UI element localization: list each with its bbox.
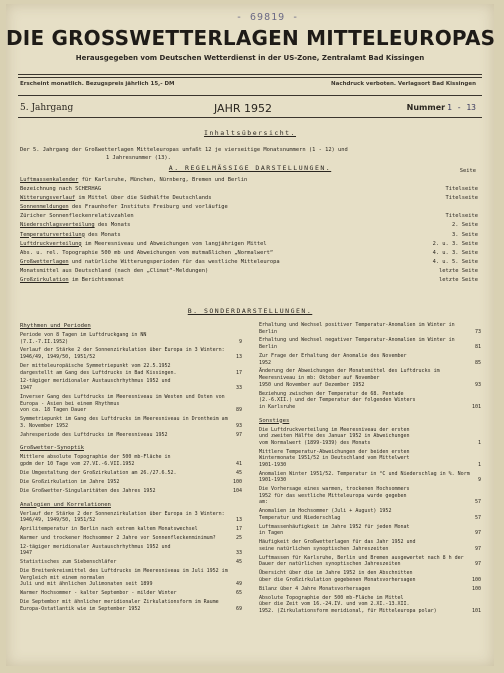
toc-entry-page: Titelseite xyxy=(445,195,478,202)
toc-entry-title: Temperaturverteilung des Monats xyxy=(20,231,121,238)
contents-entry-title: Der mitteleuropäische Symmetriepunkt vom 22.5.1952 dargestellt am Gang des Luftdrucks in Bad Kissingen. xyxy=(20,362,177,376)
section-gap xyxy=(259,617,481,621)
contents-entry-page: 100 xyxy=(471,576,481,583)
contents-heading: Inhaltsübersicht. xyxy=(203,129,297,137)
section-gap xyxy=(20,615,242,619)
contents-entry-page: 97 xyxy=(235,431,242,438)
contents-entry-title: 12-tägiger meridionaler Austauschrhythmus 1952 und 1947 xyxy=(20,543,171,557)
toc-entry xyxy=(20,203,478,212)
contents-entry-title: Luftmassenhäufigkeit im Jahre 1952 für jeden Monat in Tagen xyxy=(259,523,410,537)
contents-entry-page: 101 xyxy=(471,403,481,410)
toc-entry-page: 2. Seite xyxy=(452,222,478,229)
toc-entry-title: Witterungsverlauf im Mittel über die Südhälfte Deutschlands xyxy=(20,195,212,202)
issue-number-label: Nummer xyxy=(406,103,446,112)
contents-entry xyxy=(20,568,242,588)
contents-entry-title: Anomalien im Hochsommer (Juli + August) 1952 Temperatur und Niederschlag xyxy=(259,508,392,521)
contents-entry xyxy=(20,511,242,524)
contents-entry xyxy=(20,479,242,486)
contents-entry xyxy=(20,432,242,439)
contents-entry xyxy=(259,508,481,521)
toc-entry xyxy=(20,240,478,249)
contents-entry-title: Beziehung zwischen der Temperatur de 68. Pentade (2.-6.XII.) und der Temperatur der folgenden Winters in Karlsruhe xyxy=(259,390,416,410)
toc-entry-page: 4. u. 5. Seite xyxy=(432,258,478,265)
contents-entry-page: 57 xyxy=(474,514,481,521)
contents-entry-title: Absolute Topographie der 500 mb-Fläche im Mittel über die Zeit vom 16.-24.IV. und vom 2.XI.-13.XII. 1952. (Zirkulationsform meridional, für Mitteleuropa polar) xyxy=(259,594,437,614)
contents-entry xyxy=(259,486,481,506)
contents-entry xyxy=(259,449,481,469)
year-label: JAHR 1952 xyxy=(214,102,272,115)
contents-entry-page: 13 xyxy=(235,517,242,524)
contents-entry xyxy=(20,590,242,597)
contents-entry-title: Verlauf der Stärke 2 der Sonnenzirkulation über Europa in 3 Wintern: 1946/49, 1949/50, 1951/52 xyxy=(20,510,225,524)
header-rule-top xyxy=(18,74,482,75)
contents-entry-title: Die Großwetter-Singularitäten des Jahres 1952 xyxy=(20,487,156,494)
contents-entry xyxy=(20,363,242,376)
contents-entry xyxy=(259,539,481,552)
subsection-heading: Großwetter-Synoptik xyxy=(20,445,84,452)
contents-entry xyxy=(259,391,481,411)
toc-entry xyxy=(20,185,478,194)
contents-entry-title: Bilanz über 4 Jahre Monatsvorhersagen xyxy=(259,585,371,592)
contents-entry xyxy=(20,535,242,542)
contents-entry-title: Mittlere absolute Topographie der 500 mb-Fläche in gpdm der 10 Tage vom 27.VI.-6.VII.1952 xyxy=(20,454,171,467)
contents-entry-page: 93 xyxy=(474,381,481,388)
contents-entry-page: 85 xyxy=(474,359,481,366)
toc-keyword: Sonnenmeldungen xyxy=(20,204,69,211)
toc-entry-title: Niederschlagsverteilung des Monats xyxy=(20,222,131,229)
toc-keyword: Luftdruckverteilung xyxy=(20,240,82,247)
section-b-heading: B. SONDERDARSTELLUNGEN. xyxy=(187,307,313,315)
toc-entry xyxy=(20,231,478,240)
contents-entry-page: 93 xyxy=(235,422,242,429)
header-rule-bottom xyxy=(18,95,482,96)
contents-entry-page: 45 xyxy=(235,469,242,476)
contents-entry-page: 1 xyxy=(477,439,481,446)
contents-entry-title: Häufigkeit der Großwetterlagen für das Jahr 1952 und seine natürlichen synoptischen Jahreszeiten xyxy=(259,539,416,552)
header-rule-top-2 xyxy=(18,77,482,78)
contents-entry xyxy=(259,570,481,583)
contents-entry xyxy=(20,454,242,467)
toc-entry-page: 4. u. 3. Seite xyxy=(432,249,478,256)
toc-entry-title: Sonnenmeldungen des Fraunhofer Instituts Freiburg und vorläufige xyxy=(20,204,228,211)
intro-line: Der 5. Jahrgang der Großwetterlagen Mitteleuropas umfaßt 12 je vierseitige Monatsnummern (1 - 12) und xyxy=(20,147,348,153)
contents-entry-page: 17 xyxy=(235,526,242,533)
issue-number xyxy=(407,103,476,112)
toc-entry xyxy=(20,221,478,230)
contents-entry-page: 9 xyxy=(477,477,481,484)
toc-keyword: Temperaturverteilung xyxy=(20,231,85,238)
toc-keyword: Witterungsverlauf xyxy=(20,195,76,202)
contents-entry xyxy=(259,337,481,350)
toc-entry-page: Titelseite xyxy=(445,186,478,193)
contents-entry-page: 25 xyxy=(235,534,242,541)
contents-entry-title: Die Breitenkreismittel des Luftdrucks im Meeresniveau im Juli 1952 im Vergleich mit einem normalen Juli und mit ähnlichen Julimonaten seit 1899 xyxy=(20,568,228,588)
contents-entry-page: 13 xyxy=(235,354,242,361)
handwritten-stamp-number: - 69819 - xyxy=(236,12,300,23)
subsection-heading: Rhythmen und Perioden xyxy=(20,323,91,329)
toc-keyword: Großzirkulation xyxy=(20,277,69,284)
contents-entry-title: Die Luftdruckverteilung im Meeresniveau der ersten und zweiten Hälfte des Januar 1952 in Abweichungen vom Normalwert (1899-1939) des Monats xyxy=(259,426,410,446)
toc-entry-page: Titelseite xyxy=(445,213,478,220)
contents-entry-title: Inverser Gang des Luftdrucks im Meeresniveau im Westen und Osten von Europa - Asien bei einem Rhythmus von ca. 18 Tagen Dauer xyxy=(20,393,225,414)
contents-entry xyxy=(20,347,242,360)
contents-entry-page: 69 xyxy=(235,605,242,612)
contents-entry xyxy=(20,378,242,391)
toc-entry xyxy=(20,276,478,285)
subsection-heading: Sonstiges xyxy=(259,417,290,424)
contents-entry-title: Symmetriepunkt im Gang des Luftdrucks im Meeresniveau in Drontheim am 3. November 1952 xyxy=(20,416,228,429)
contents-entry xyxy=(259,595,481,615)
contents-entry xyxy=(20,488,242,495)
toc-entry-title: Luftdruckverteilung im Meeresniveau und Abweichungen vom langjährigen Mittel xyxy=(20,240,267,247)
contents-entry-title: Die Umgestaltung der Großzirkulation am 26./27.6.52. xyxy=(20,469,177,476)
contents-entry-title: Periode von 8 Tagen im Luftdruckgang in NN (7.I.-7.II.1952) xyxy=(20,332,147,345)
contents-entry-title: Warmer Hochsommer - kalter Septembor - milder Winter xyxy=(20,590,177,597)
contents-entry-page: 45 xyxy=(235,559,242,566)
page-column-label: Seite xyxy=(459,168,476,174)
contents-entry xyxy=(20,599,242,612)
contents-entry-title: Anomalien Winter 1951/52. Temperatur in °C und Niederschlag in %. Norm 1901-1930 xyxy=(259,470,470,484)
contents-entry xyxy=(259,586,481,593)
toc-entry xyxy=(20,249,478,258)
journal-subtitle: Herausgegeben vom Deutschen Wetterdienst in der US-Zone, Zentralamt Bad Kissingen xyxy=(75,54,425,62)
contents-entry-page: 33 xyxy=(235,385,242,392)
contents-entry xyxy=(259,524,481,537)
toc-entry-title: Abs. u. rel. Topographie 500 mb und Abweichungen vom mutmaßlichen „Normalwert“ xyxy=(20,249,274,256)
toc-entry xyxy=(20,176,478,185)
toc-keyword: Luftmassenkalender xyxy=(20,177,79,183)
contents-entry-title: Luftmassen für Karlsruhe, Berlin und Bremen ausgewertet nach 8 h der Dauer der natürlichen synoptischen Jahreszeiten xyxy=(259,554,464,568)
toc-keyword: Niederschlagsverteilung xyxy=(20,222,95,229)
contents-entry xyxy=(259,368,481,388)
contents-entry-page: 97 xyxy=(474,545,481,552)
contents-entry-title: Die Septembor mit ähnlicher meridionaler Zirkulationsform im Raume Europa-Ostatlantik wie im September 1952 xyxy=(20,599,219,612)
toc-keyword: Großwetterlagen xyxy=(20,258,69,265)
toc-entry xyxy=(20,212,478,221)
intro-line: 1 Jahresnummer (13). xyxy=(106,155,171,161)
toc-entry-page: letzte Seite xyxy=(439,267,478,274)
toc-entry-title: Bezeichnung nach SCHERHAG xyxy=(20,186,102,193)
contents-entry-page: 65 xyxy=(235,590,242,597)
contents-entry-title: Aprilitemperatur in Berlin nach extrem kaltem Monatswechsel xyxy=(20,526,198,533)
toc-entry-page: 3. Seite xyxy=(452,231,478,238)
contents-entry-page: 104 xyxy=(232,487,242,494)
contents-entry-page: 101 xyxy=(471,607,481,614)
contents-entry-title: Änderung der Abweichungen der Monatsmittel des Luftdrucks im Meeresniveau in mb: Oktober auf November 1950 und November auf Dezember 1952 xyxy=(259,368,440,388)
contents-entry xyxy=(20,559,242,566)
volume-label: 5. Jahrgang xyxy=(20,103,74,113)
contents-entry-page: 17 xyxy=(235,369,242,376)
contents-entry-title: Warmer und trockener Hochsommer 2 Jahre vor Sonnenfleckenminimum? xyxy=(20,534,216,541)
document-page xyxy=(6,4,494,666)
contents-entry-page: 89 xyxy=(235,407,242,414)
toc-entry-title: Züricher Sonnenfleckenrelativzahlen xyxy=(20,213,134,220)
toc-entry xyxy=(20,258,478,267)
contents-entry-page: 33 xyxy=(235,550,242,557)
regular-contents-list xyxy=(20,176,478,285)
contents-entry-page: 81 xyxy=(474,344,481,351)
contents-entry xyxy=(20,544,242,557)
contents-entry xyxy=(259,471,481,484)
publication-frequency: Erscheint monatlich. Bezugspreis jährlich 15,- DM xyxy=(20,81,175,87)
contents-entry xyxy=(20,332,242,345)
toc-entry xyxy=(20,194,478,203)
toc-entry-page: 2. u. 3. Seite xyxy=(432,240,478,247)
contents-entry-title: Zur Frage der Erhaltung der Anomalie des November 1952 xyxy=(259,352,407,366)
contents-entry xyxy=(259,427,481,447)
special-contents-right-column xyxy=(259,322,481,621)
issue-number-value: 1 - 13 xyxy=(447,103,476,112)
subsection-heading: Analogien und Korrelationen xyxy=(20,501,111,508)
contents-entry-title: Erhaltung und Wechsel positiver Temperatur-Anomalien im Winter in Berlin xyxy=(259,322,455,335)
toc-entry xyxy=(20,267,478,276)
contents-entry-page: 9 xyxy=(238,338,242,345)
intro-paragraph xyxy=(20,146,480,162)
contents-entry xyxy=(20,416,242,429)
toc-entry-title: Großwetterlagen und natürliche Witterungsperioden für das westliche Mitteleuropa xyxy=(20,258,280,265)
contents-entry-page: 100 xyxy=(471,585,481,592)
toc-entry-title: Großzirkulation im Berichtsmonat xyxy=(20,277,124,284)
contents-entry xyxy=(20,526,242,533)
contents-entry-title: Verlauf der Stärke 2 der Sonnenzirkulation über Europa in 3 Wintern: 1946/49, 1949/50, 1951/52 xyxy=(20,347,225,361)
special-contents-left-column xyxy=(20,322,242,619)
contents-entry-title: Mittlere Temperatur-Abweichungen der beiden ersten Wintermonate 1951/52 in Deutschland vom Mittelwert 1901-1930 xyxy=(259,448,410,468)
contents-entry-title: Statistisches zum Siebenschläfer xyxy=(20,559,117,566)
contents-entry-title: Jahresperiode des Luftdrucks im Meeresniveau 1952 xyxy=(20,431,168,438)
contents-entry-page: 97 xyxy=(474,561,481,568)
toc-entry-title: Monatsmittel aus Deutschland (nach den „Climat“-Meldungen) xyxy=(20,267,209,274)
reprint-notice: Nachdruck verboten. Verlagsort Bad Kissingen xyxy=(331,81,476,87)
journal-title: DIE GROSSWETTERLAGEN MITTELEUROPAS xyxy=(6,26,496,50)
contents-entry xyxy=(20,470,242,477)
contents-entry-page: 73 xyxy=(474,328,481,335)
contents-entry-title: 12-tägiger meridionaler Austauschrhythmus 1952 und 1947 xyxy=(20,378,171,392)
toc-entry-page: letzte Seite xyxy=(439,277,478,284)
contents-entry-page: 41 xyxy=(235,460,242,467)
volume-rule xyxy=(18,117,482,118)
contents-entry xyxy=(259,353,481,366)
contents-entry xyxy=(259,555,481,568)
contents-entry-title: Erhaltung und Wechsel negativer Temperatur-Anomalien im Winter in Berlin xyxy=(259,337,455,351)
section-a-heading: A. REGELMÄSSIGE DARSTELLUNGEN. xyxy=(168,164,332,172)
contents-entry-page: 1 xyxy=(477,461,481,468)
contents-entry-title: Übersicht über die im Jahre 1952 in den Abschnitten über die Großzirkulation gegebenen Monatsvorhersagen xyxy=(259,570,416,583)
contents-entry-page: 49 xyxy=(235,581,242,588)
contents-entry-page: 100 xyxy=(232,478,242,485)
contents-entry-title: Die Vorhersage eines warmen, trockenen Hochsommers 1952 für das westliche Mitteleuropa wurde gegeben am: xyxy=(259,486,410,506)
contents-entry-page: 97 xyxy=(474,530,481,537)
contents-entry-page: 57 xyxy=(474,499,481,506)
contents-entry-title: Die Großzirkulation im Jahre 1952 xyxy=(20,478,120,485)
contents-entry xyxy=(259,322,481,335)
contents-entry xyxy=(20,394,242,414)
toc-entry-title: Luftmassenkalender für Karlsruhe, München, Nürnberg, Bremen und Berlin xyxy=(20,177,248,183)
